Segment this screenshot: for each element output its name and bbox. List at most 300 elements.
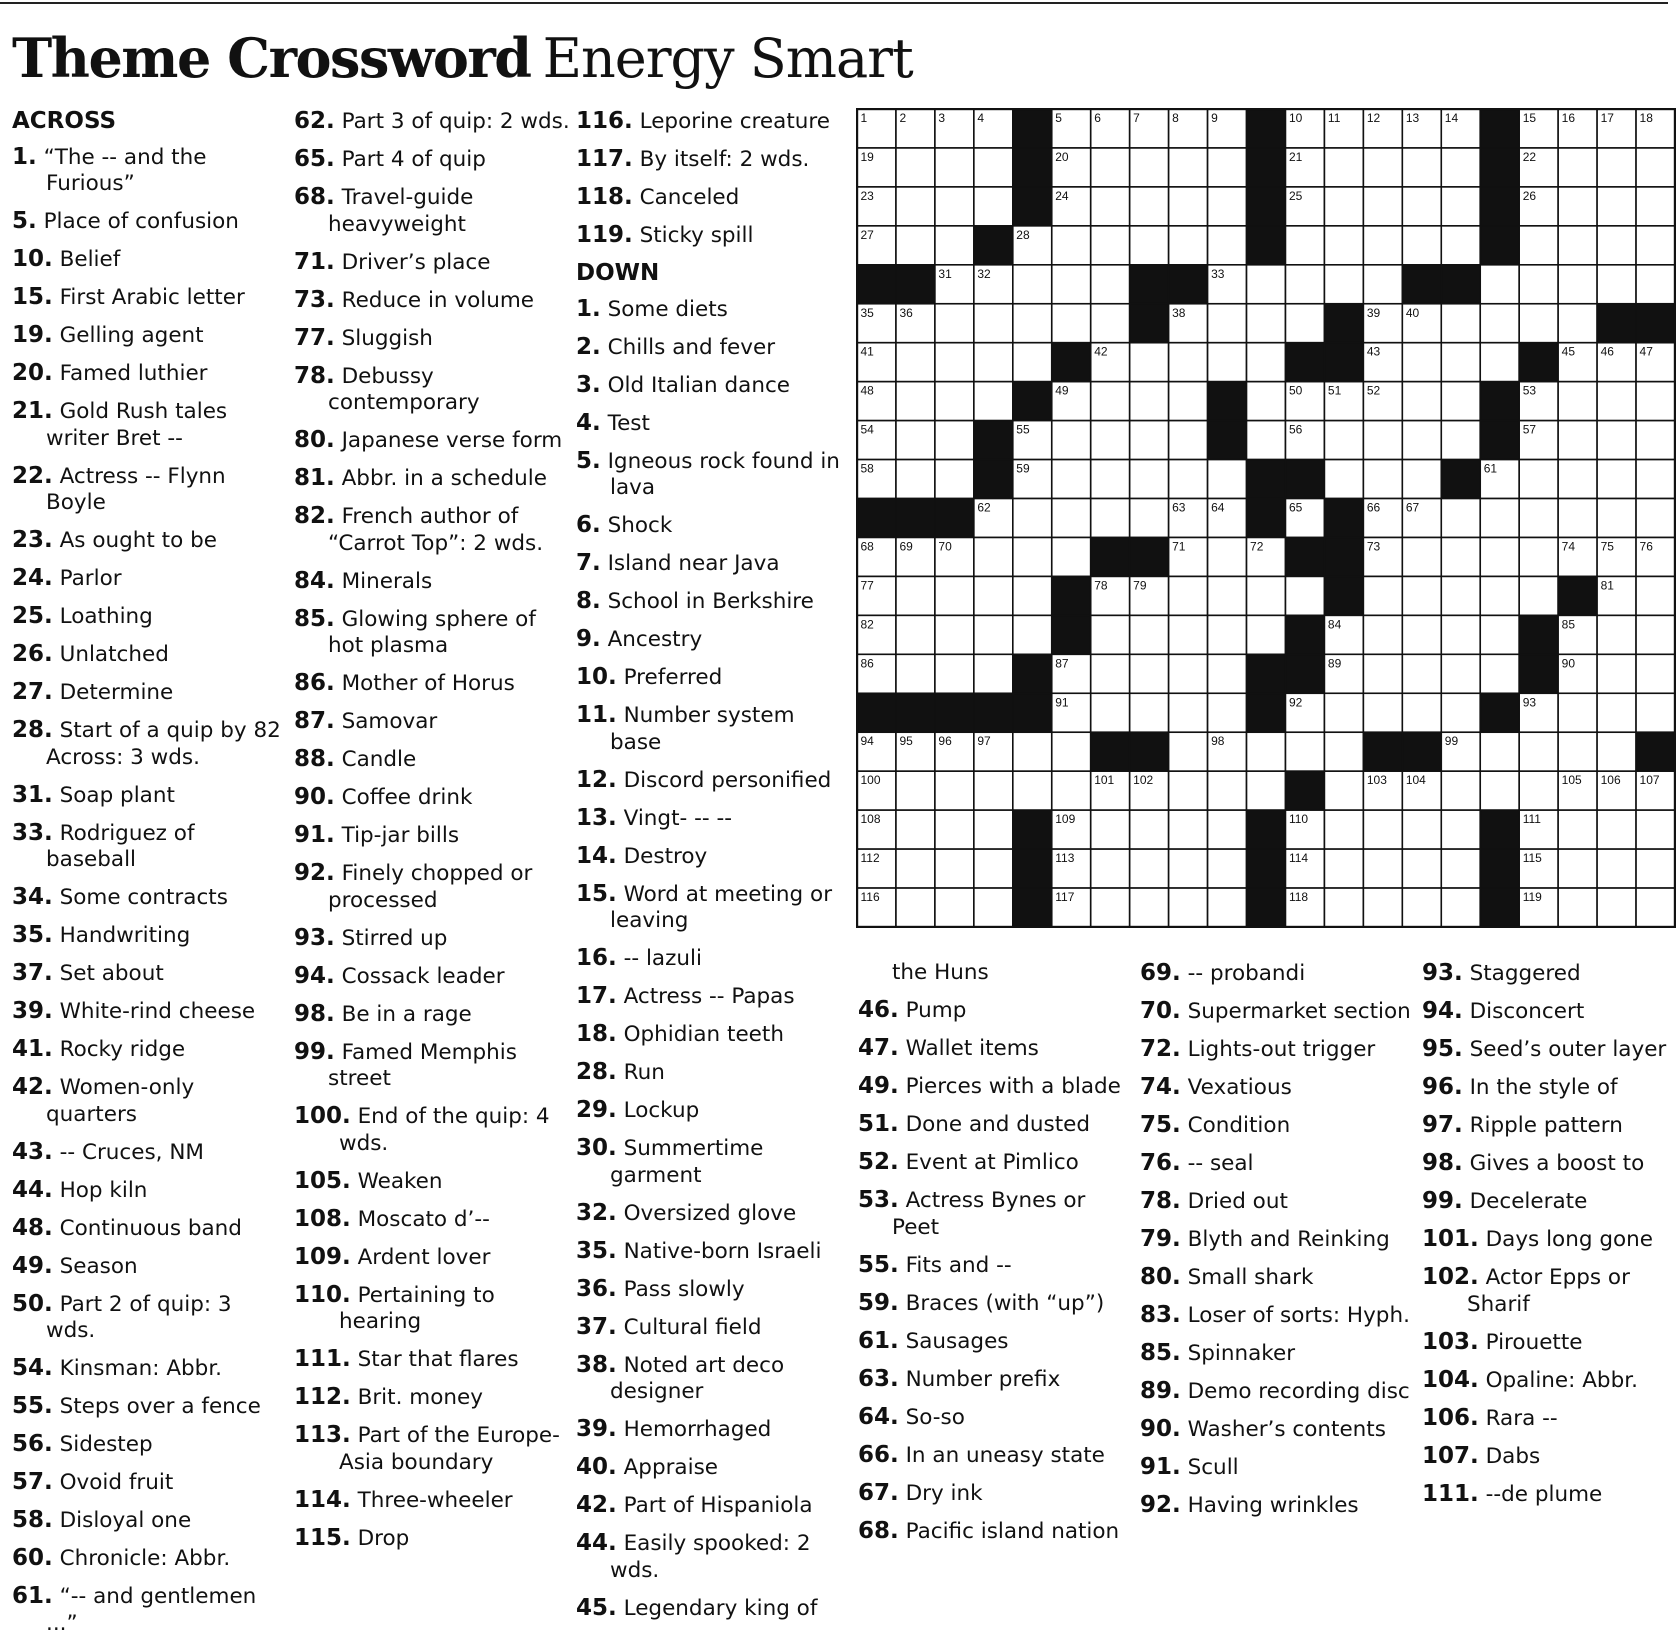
grid-cell[interactable]: [974, 382, 1013, 421]
grid-cell[interactable]: [1130, 148, 1169, 187]
grid-cell[interactable]: [1402, 148, 1441, 187]
grid-cell[interactable]: [1480, 265, 1519, 304]
grid-cell[interactable]: [1519, 537, 1558, 576]
grid-cell[interactable]: [1130, 654, 1169, 693]
grid-cell[interactable]: [1208, 615, 1247, 654]
grid-cell[interactable]: [1402, 576, 1441, 615]
grid-cell[interactable]: [1208, 693, 1247, 732]
grid-cell[interactable]: [896, 226, 935, 265]
grid-cell[interactable]: [896, 654, 935, 693]
grid-cell[interactable]: [1402, 654, 1441, 693]
grid-cell[interactable]: [1441, 304, 1480, 343]
grid-cell[interactable]: [935, 576, 974, 615]
grid-cell[interactable]: [1208, 771, 1247, 810]
grid-cell[interactable]: [1130, 382, 1169, 421]
grid-cell[interactable]: [1636, 693, 1675, 732]
grid-cell[interactable]: [1052, 460, 1091, 499]
grid-cell[interactable]: [896, 810, 935, 849]
clue-number: 17.: [576, 983, 617, 1009]
grid-cell[interactable]: [896, 576, 935, 615]
grid-cell[interactable]: [1636, 810, 1675, 849]
grid-cell[interactable]: [935, 460, 974, 499]
grid-cell[interactable]: [1597, 888, 1636, 927]
grid-cell[interactable]: [1441, 226, 1480, 265]
grid-cell[interactable]: [1285, 576, 1324, 615]
grid-cell[interactable]: [1013, 771, 1052, 810]
grid-cell[interactable]: [1208, 849, 1247, 888]
clue-text: Shock: [607, 513, 673, 538]
grid-cell[interactable]: [1441, 771, 1480, 810]
grid-cell[interactable]: [1324, 810, 1363, 849]
grid-cell[interactable]: [896, 421, 935, 460]
grid-cell[interactable]: [1480, 537, 1519, 576]
grid-cell[interactable]: [1441, 888, 1480, 927]
grid-cell[interactable]: [1636, 460, 1675, 499]
grid-cell[interactable]: [1130, 693, 1169, 732]
grid-cell[interactable]: [1519, 576, 1558, 615]
grid-cell[interactable]: [1208, 343, 1247, 382]
grid-cell[interactable]: [1247, 576, 1286, 615]
grid-cell[interactable]: [1130, 849, 1169, 888]
grid-cell[interactable]: [974, 148, 1013, 187]
grid-cell[interactable]: [1169, 382, 1208, 421]
grid-cell[interactable]: [1363, 576, 1402, 615]
grid-cell[interactable]: [974, 343, 1013, 382]
clue-item: [1140, 1150, 1412, 1178]
grid-cell[interactable]: [1597, 421, 1636, 460]
grid-cell[interactable]: [1130, 343, 1169, 382]
clue-item: [858, 1252, 1128, 1280]
grid-cell[interactable]: [1636, 849, 1675, 888]
grid-cell[interactable]: [1597, 732, 1636, 771]
grid-cell[interactable]: [1130, 187, 1169, 226]
clue-item: [576, 334, 848, 362]
grid-cell[interactable]: [1091, 693, 1130, 732]
grid-cell[interactable]: [974, 849, 1013, 888]
grid-cell[interactable]: [1013, 265, 1052, 304]
grid-cell[interactable]: [935, 304, 974, 343]
grid-cell[interactable]: [1130, 226, 1169, 265]
grid-cell[interactable]: [1324, 771, 1363, 810]
grid-cell[interactable]: [1519, 499, 1558, 538]
grid-cell[interactable]: [1558, 226, 1597, 265]
grid-cell[interactable]: [896, 187, 935, 226]
grid-cell[interactable]: [1091, 187, 1130, 226]
grid-cell[interactable]: [1363, 460, 1402, 499]
grid-cell[interactable]: [1169, 148, 1208, 187]
grid-cell[interactable]: [1208, 654, 1247, 693]
grid-cell[interactable]: [1402, 421, 1441, 460]
black-square: [1052, 343, 1091, 382]
grid-cell[interactable]: [1091, 615, 1130, 654]
grid-cell[interactable]: [1519, 771, 1558, 810]
grid-cell[interactable]: [1247, 421, 1286, 460]
grid-cell[interactable]: [1363, 888, 1402, 927]
grid-cell[interactable]: [1597, 265, 1636, 304]
black-square: [1558, 576, 1597, 615]
grid-cell[interactable]: [1247, 343, 1286, 382]
clue-number: 83.: [1140, 1302, 1181, 1328]
grid-cell[interactable]: [1363, 615, 1402, 654]
grid-cell[interactable]: [1558, 421, 1597, 460]
clue-item: [576, 1530, 848, 1584]
grid-cell[interactable]: [1130, 888, 1169, 927]
grid-cell[interactable]: [1597, 148, 1636, 187]
grid-cell[interactable]: [1324, 421, 1363, 460]
grid-cell[interactable]: [1441, 382, 1480, 421]
grid-cell[interactable]: [935, 343, 974, 382]
clue-text: Island near Java: [607, 551, 780, 576]
clue-item: [294, 427, 574, 455]
grid-cell[interactable]: [1441, 421, 1480, 460]
grid-cell[interactable]: [1247, 732, 1286, 771]
grid-cell[interactable]: [1091, 265, 1130, 304]
grid-cell[interactable]: [896, 148, 935, 187]
grid-cell[interactable]: [1052, 304, 1091, 343]
grid-cell[interactable]: [1636, 382, 1675, 421]
grid-cell[interactable]: [1363, 265, 1402, 304]
grid-cell[interactable]: [1169, 810, 1208, 849]
clue-item: [1140, 1188, 1412, 1216]
grid-cell[interactable]: [1324, 693, 1363, 732]
grid-cell[interactable]: [1636, 265, 1675, 304]
grid-cell[interactable]: [1441, 654, 1480, 693]
grid-cell[interactable]: [1130, 460, 1169, 499]
grid-cell[interactable]: [1636, 499, 1675, 538]
grid-cell[interactable]: [974, 576, 1013, 615]
grid-cell[interactable]: [1441, 148, 1480, 187]
grid-cell[interactable]: [1363, 693, 1402, 732]
grid-cell[interactable]: [1402, 693, 1441, 732]
grid-cell[interactable]: [935, 187, 974, 226]
grid-cell[interactable]: [974, 654, 1013, 693]
grid-cell[interactable]: [1013, 537, 1052, 576]
grid-cell[interactable]: [1441, 537, 1480, 576]
grid-cell[interactable]: [1519, 460, 1558, 499]
grid-cell[interactable]: [1441, 693, 1480, 732]
grid-cell[interactable]: [1324, 226, 1363, 265]
clue-number: 22.: [12, 462, 53, 489]
grid-cell[interactable]: [1130, 615, 1169, 654]
grid-cell[interactable]: [1519, 265, 1558, 304]
clue-item: [294, 1282, 574, 1336]
grid-cell[interactable]: [974, 304, 1013, 343]
grid-cell[interactable]: [1636, 615, 1675, 654]
grid-cell[interactable]: [1558, 810, 1597, 849]
grid-cell[interactable]: [1324, 849, 1363, 888]
grid-cell[interactable]: [1402, 849, 1441, 888]
grid-cell[interactable]: [1285, 304, 1324, 343]
grid-cell[interactable]: [1052, 499, 1091, 538]
grid-cell[interactable]: [1247, 615, 1286, 654]
clue-text: Braces (with “up”): [905, 1290, 1105, 1316]
grid-cell[interactable]: [1169, 226, 1208, 265]
grid-cell[interactable]: [1052, 226, 1091, 265]
grid-cell[interactable]: [1052, 421, 1091, 460]
grid-cell[interactable]: [896, 460, 935, 499]
grid-cell[interactable]: [1441, 576, 1480, 615]
grid-cell[interactable]: [935, 615, 974, 654]
grid-cell[interactable]: [935, 888, 974, 927]
grid-cell[interactable]: [1636, 654, 1675, 693]
grid-cell[interactable]: [1558, 148, 1597, 187]
grid-cell[interactable]: [1208, 537, 1247, 576]
grid-cell[interactable]: [1285, 226, 1324, 265]
title-main: Theme Crossword: [12, 26, 531, 90]
grid-cell[interactable]: [1247, 771, 1286, 810]
grid-cell[interactable]: [1324, 187, 1363, 226]
grid-cell[interactable]: [1208, 888, 1247, 927]
grid-cell[interactable]: [1558, 499, 1597, 538]
grid-cell[interactable]: [1636, 187, 1675, 226]
cell-number: 61: [1483, 461, 1498, 476]
clue-number: 9.: [576, 626, 601, 652]
grid-cell[interactable]: [1169, 187, 1208, 226]
clue-item: [12, 284, 282, 312]
grid-cell[interactable]: [1169, 421, 1208, 460]
grid-cell[interactable]: [1519, 732, 1558, 771]
grid-cell[interactable]: [1169, 343, 1208, 382]
clue-number: 45.: [576, 1594, 617, 1621]
grid-cell[interactable]: [1091, 499, 1130, 538]
grid-cell[interactable]: [1324, 148, 1363, 187]
grid-cell[interactable]: [1247, 382, 1286, 421]
clue-text: Gelling agent: [59, 323, 204, 348]
grid-cell[interactable]: [1597, 693, 1636, 732]
clue-text: Famed luthier: [59, 361, 208, 386]
grid-cell[interactable]: [1480, 304, 1519, 343]
grid-cell[interactable]: [1091, 421, 1130, 460]
grid-cell[interactable]: [1402, 343, 1441, 382]
grid-cell[interactable]: [1208, 148, 1247, 187]
grid-cell[interactable]: [1519, 304, 1558, 343]
grid-cell[interactable]: [1636, 576, 1675, 615]
grid-cell[interactable]: [1597, 382, 1636, 421]
grid-cell[interactable]: [1208, 810, 1247, 849]
grid-cell[interactable]: [1363, 654, 1402, 693]
grid-cell[interactable]: [1480, 576, 1519, 615]
grid-cell[interactable]: [1402, 615, 1441, 654]
grid-cell[interactable]: [896, 343, 935, 382]
grid-cell[interactable]: [1441, 499, 1480, 538]
grid-cell[interactable]: [974, 187, 1013, 226]
clue-item: [1422, 1405, 1678, 1433]
grid-cell[interactable]: [974, 888, 1013, 927]
grid-cell[interactable]: [1363, 148, 1402, 187]
grid-cell[interactable]: [896, 382, 935, 421]
clue-item: [12, 1074, 282, 1128]
grid-cell[interactable]: [1285, 732, 1324, 771]
cell-number: 115: [1522, 851, 1542, 866]
grid-cell[interactable]: [1402, 187, 1441, 226]
grid-cell[interactable]: [1636, 226, 1675, 265]
clue-text: As ought to be: [59, 528, 217, 553]
grid-cell[interactable]: [1558, 732, 1597, 771]
grid-cell[interactable]: [1597, 810, 1636, 849]
grid-cell[interactable]: [1558, 304, 1597, 343]
cell-number: 102: [1133, 773, 1154, 788]
grid-cell[interactable]: [1208, 460, 1247, 499]
grid-cell[interactable]: [1169, 460, 1208, 499]
clue-item: [858, 1366, 1128, 1394]
grid-cell[interactable]: [1558, 693, 1597, 732]
clue-text: Place of confusion: [43, 209, 239, 234]
grid-cell[interactable]: [1013, 343, 1052, 382]
clue-number: 19.: [12, 322, 53, 348]
grid-cell[interactable]: [1169, 654, 1208, 693]
clue-item: [1140, 1378, 1412, 1406]
clue-number: 91.: [294, 822, 335, 848]
grid-cell[interactable]: [1558, 888, 1597, 927]
grid-cell[interactable]: [935, 810, 974, 849]
grid-cell[interactable]: [1402, 537, 1441, 576]
grid-cell[interactable]: [974, 810, 1013, 849]
grid-cell[interactable]: [1558, 265, 1597, 304]
grid-cell[interactable]: [1441, 615, 1480, 654]
grid-cell[interactable]: [1441, 849, 1480, 888]
clue-item: [1140, 1492, 1412, 1520]
grid-cell[interactable]: [1091, 226, 1130, 265]
clue-item: [576, 222, 848, 250]
grid-cell[interactable]: [935, 148, 974, 187]
clue-number: 79.: [1140, 1226, 1181, 1252]
grid-cell[interactable]: [1441, 343, 1480, 382]
grid-cell[interactable]: [1208, 576, 1247, 615]
black-square: [1130, 732, 1169, 771]
grid-cell[interactable]: [1091, 810, 1130, 849]
grid-cell[interactable]: [1441, 810, 1480, 849]
grid-cell[interactable]: [1169, 615, 1208, 654]
grid-cell[interactable]: [1597, 460, 1636, 499]
grid-cell[interactable]: [1636, 888, 1675, 927]
grid-cell[interactable]: [1480, 499, 1519, 538]
clue-item: [576, 1595, 848, 1623]
grid-cell[interactable]: [935, 654, 974, 693]
grid-cell[interactable]: [974, 771, 1013, 810]
grid-cell[interactable]: [1324, 732, 1363, 771]
grid-cell[interactable]: [1169, 888, 1208, 927]
grid-cell[interactable]: [1091, 849, 1130, 888]
grid-cell[interactable]: [1558, 849, 1597, 888]
grid-cell[interactable]: [1013, 499, 1052, 538]
grid-cell[interactable]: [1130, 499, 1169, 538]
grid-cell[interactable]: [1091, 382, 1130, 421]
clue-text: Blyth and Reinking: [1187, 1227, 1390, 1252]
grid-cell[interactable]: [1363, 421, 1402, 460]
grid-cell[interactable]: [974, 615, 1013, 654]
grid-cell[interactable]: [1558, 187, 1597, 226]
grid-cell[interactable]: [1013, 615, 1052, 654]
grid-cell[interactable]: [935, 226, 974, 265]
grid-cell[interactable]: [1013, 732, 1052, 771]
grid-cell[interactable]: [1169, 576, 1208, 615]
black-square: [857, 499, 896, 538]
grid-cell[interactable]: [1285, 265, 1324, 304]
grid-cell[interactable]: [935, 421, 974, 460]
grid-cell[interactable]: [1636, 421, 1675, 460]
grid-cell[interactable]: [1052, 732, 1091, 771]
grid-cell[interactable]: [1130, 810, 1169, 849]
grid-cell[interactable]: [1169, 849, 1208, 888]
black-square: [1247, 499, 1286, 538]
grid-cell[interactable]: [1363, 187, 1402, 226]
grid-cell[interactable]: [1169, 771, 1208, 810]
grid-cell[interactable]: [1091, 304, 1130, 343]
grid-cell[interactable]: [1402, 226, 1441, 265]
grid-cell[interactable]: [1480, 771, 1519, 810]
grid-cell[interactable]: [1091, 460, 1130, 499]
grid-cell[interactable]: [1247, 304, 1286, 343]
cell-number: 93: [1522, 695, 1537, 710]
grid-cell[interactable]: [1363, 849, 1402, 888]
grid-cell[interactable]: [1324, 888, 1363, 927]
grid-cell[interactable]: [1091, 148, 1130, 187]
grid-cell[interactable]: [1597, 499, 1636, 538]
clue-text: Candle: [341, 747, 417, 772]
grid-cell[interactable]: [1597, 849, 1636, 888]
grid-cell[interactable]: [935, 849, 974, 888]
clue-item: [576, 1492, 848, 1520]
grid-cell[interactable]: [1480, 732, 1519, 771]
grid-cell[interactable]: [1324, 265, 1363, 304]
grid-cell[interactable]: [1480, 654, 1519, 693]
grid-cell[interactable]: [1597, 226, 1636, 265]
clue-item: [294, 465, 574, 493]
grid-cell[interactable]: [1013, 304, 1052, 343]
grid-cell[interactable]: [1091, 888, 1130, 927]
grid-cell[interactable]: [1052, 537, 1091, 576]
grid-cell[interactable]: [896, 849, 935, 888]
grid-cell[interactable]: [1169, 732, 1208, 771]
grid-cell[interactable]: [1324, 460, 1363, 499]
grid-cell[interactable]: [1480, 615, 1519, 654]
grid-cell[interactable]: [1441, 187, 1480, 226]
grid-cell[interactable]: [1052, 771, 1091, 810]
grid-cell[interactable]: [1247, 265, 1286, 304]
grid-cell[interactable]: [1558, 382, 1597, 421]
grid-cell[interactable]: [1363, 810, 1402, 849]
grid-cell[interactable]: [935, 771, 974, 810]
grid-cell[interactable]: [1208, 304, 1247, 343]
grid-cell[interactable]: [1208, 187, 1247, 226]
grid-cell[interactable]: [1597, 187, 1636, 226]
grid-cell[interactable]: [1402, 810, 1441, 849]
grid-cell[interactable]: [1130, 421, 1169, 460]
grid-cell[interactable]: [1519, 226, 1558, 265]
grid-cell[interactable]: [1402, 382, 1441, 421]
grid-cell[interactable]: [1597, 654, 1636, 693]
grid-cell[interactable]: [1208, 226, 1247, 265]
grid-cell[interactable]: [1169, 693, 1208, 732]
grid-cell[interactable]: [974, 537, 1013, 576]
grid-cell[interactable]: [896, 888, 935, 927]
grid-cell[interactable]: [1558, 460, 1597, 499]
grid-cell[interactable]: [1402, 888, 1441, 927]
grid-cell[interactable]: [1363, 226, 1402, 265]
grid-cell[interactable]: [896, 615, 935, 654]
clue-text: Preferred: [623, 665, 723, 690]
grid-cell[interactable]: [1091, 654, 1130, 693]
grid-cell[interactable]: [1597, 615, 1636, 654]
grid-cell[interactable]: [1402, 460, 1441, 499]
grid-cell[interactable]: [1636, 148, 1675, 187]
grid-cell[interactable]: [1480, 343, 1519, 382]
grid-cell[interactable]: [1013, 576, 1052, 615]
grid-cell[interactable]: [935, 382, 974, 421]
grid-cell[interactable]: [896, 771, 935, 810]
grid-cell[interactable]: [1052, 265, 1091, 304]
clue-number: 50.: [12, 1290, 53, 1317]
